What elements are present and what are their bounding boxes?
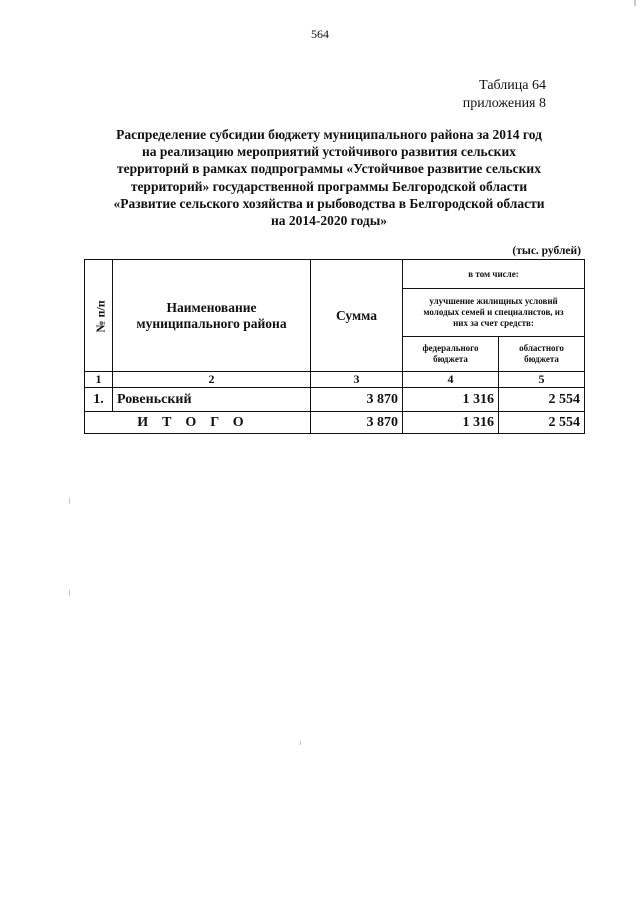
header-improvement-line2: молодых семей и специалистов, из [423, 307, 564, 317]
title-line: на 2014-2020 годы» [270, 213, 388, 229]
column-number: 3 [311, 372, 403, 388]
document-title [78, 126, 580, 229]
subsidy-table [84, 259, 585, 434]
header-regional-line2: бюджета [524, 354, 559, 364]
row-district-name: Ровеньский [113, 388, 311, 412]
header-including: в том числе: [403, 260, 585, 289]
header-federal [403, 337, 499, 372]
title-line: на реализацию мероприятий устойчивого развития сельских [142, 144, 516, 160]
header-regional [499, 337, 585, 372]
header-federal-line2: бюджета [433, 354, 468, 364]
table-reference-line1: Таблица 64 [479, 78, 546, 93]
header-num-cell [85, 260, 113, 372]
header-num: № п/п [93, 299, 108, 333]
total-label-cell [85, 412, 311, 434]
units-label: (тыс. рублей) [512, 245, 581, 257]
row-sum: 3 870 [311, 388, 403, 412]
total-sum: 3 870 [311, 412, 403, 434]
title-line: территорий» государственной программы Белгородской области [130, 178, 528, 194]
header-sum: Сумма [311, 260, 403, 372]
column-number: 1 [85, 372, 113, 388]
column-number: 4 [403, 372, 499, 388]
header-row [85, 260, 585, 289]
table-row [85, 388, 585, 412]
header-name-line2: муниципального района [136, 315, 287, 331]
title-line: «Развитие сельского хозяйства и рыбоводства в Белгородской области [113, 195, 545, 211]
header-improvement-line3: них за счет средств: [453, 318, 534, 328]
column-number: 2 [113, 372, 311, 388]
total-regional: 2 554 [499, 412, 585, 434]
header-regional-line1: областного [519, 343, 564, 353]
column-number-row [85, 372, 585, 388]
row-federal: 1 316 [403, 388, 499, 412]
scan-mark [69, 498, 70, 504]
header-improvement-line1: улучшение жилищных условий [429, 296, 558, 306]
table-reference [463, 77, 546, 113]
total-row [85, 412, 585, 434]
row-regional: 2 554 [499, 388, 585, 412]
column-number: 5 [499, 372, 585, 388]
header-name-line1: Наименование [166, 299, 257, 315]
total-label: ИТОГО [137, 414, 258, 430]
header-federal-line1: федерального [422, 343, 479, 353]
title-line: территорий в рамках подпрограммы «Устойчивое развитие сельских [117, 161, 541, 177]
row-number: 1. [85, 388, 113, 412]
page-number: 564 [311, 27, 329, 41]
total-federal: 1 316 [403, 412, 499, 434]
header-name [113, 260, 311, 372]
scan-mark [300, 741, 301, 745]
table-reference-line2: приложения 8 [462, 96, 546, 111]
scan-mark [69, 590, 70, 596]
header-improvement [403, 289, 585, 337]
scan-mark [634, 0, 636, 6]
title-line: Распределение субсидии бюджету муниципального района за 2014 год [116, 127, 542, 142]
